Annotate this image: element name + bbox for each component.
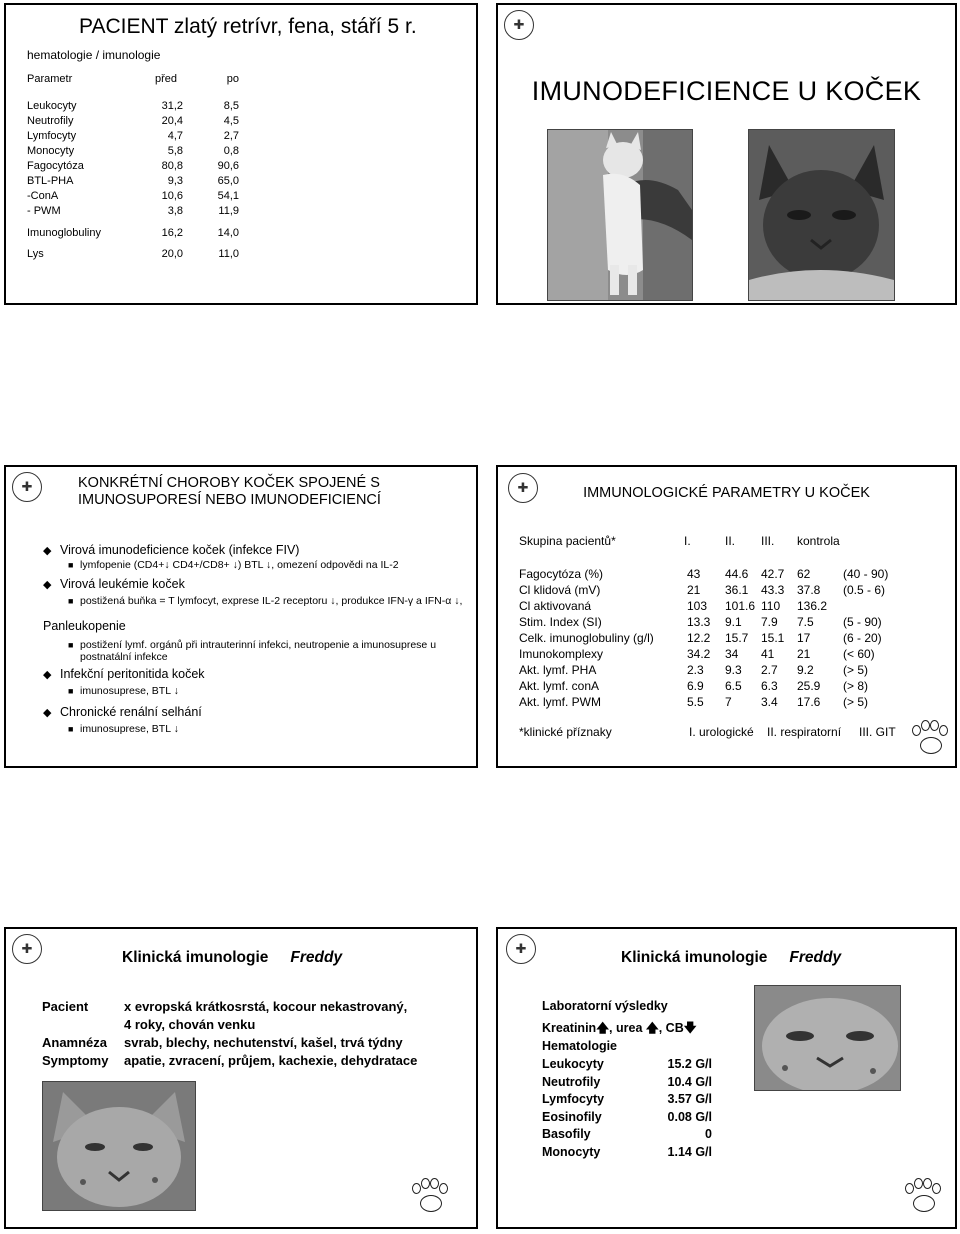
university-logo-icon (506, 934, 536, 964)
university-logo-icon (12, 472, 42, 502)
param-value: 3,8 (167, 205, 183, 217)
slide-title: PACIENT zlatý retrívr, fena, stáří 5 r. (79, 15, 417, 38)
param-value: 4,5 (223, 115, 239, 127)
info-value: svrab, blechy, nechutenství, kašel, trvá týdny (124, 1035, 403, 1050)
lab-value: 0 (705, 1127, 712, 1141)
urea-label: , urea (609, 1021, 646, 1035)
param-name: Celk. imunoglobuliny (g/l) (519, 631, 654, 645)
param-value: 8,5 (223, 100, 239, 112)
param-name: Leukocyty (27, 100, 77, 112)
lab-name: Neutrofily (542, 1074, 601, 1089)
param-value: 7 (725, 695, 732, 709)
slide-patient-hematology (4, 3, 478, 305)
param-value: 7.5 (797, 615, 814, 629)
lab-name: Eosinofily (542, 1109, 602, 1124)
param-value: 17.6 (797, 695, 821, 709)
param-value: 65,0 (217, 175, 239, 187)
param-value: 21 (797, 647, 811, 661)
slide-immunodeficiency-cats (496, 3, 957, 305)
param-value: 11,9 (218, 205, 239, 217)
arrow-down-icon: 🡇 (683, 1021, 697, 1035)
lab-name: Monocyty (542, 1144, 601, 1159)
header-cell: I. (684, 534, 691, 548)
diamond-bullet-icon: ◆ (43, 707, 52, 719)
param-value: (5 - 90) (843, 615, 882, 629)
param-value: 9.3 (725, 663, 742, 677)
param-value: (40 - 90) (843, 567, 889, 581)
param-value: 13.3 (687, 615, 711, 629)
param-name: Akt. lymf. conA (519, 679, 600, 693)
param-name: Stim. Index (SI) (519, 615, 602, 629)
param-value: 20,4 (161, 115, 183, 127)
paw-icon (910, 719, 954, 759)
lab-name: Leukocyty (542, 1057, 604, 1071)
info-value: 4 roky, chován venku (124, 1017, 256, 1032)
lab-name: Lymfocyty (542, 1092, 605, 1106)
param-name: - PWM (27, 205, 61, 217)
param-value: 42.7 (761, 567, 785, 581)
param-value: (0.5 - 6) (843, 583, 886, 597)
slide-diseases (4, 465, 478, 768)
param-value: 43 (687, 567, 701, 581)
param-value: 103 (687, 599, 708, 613)
param-value: (< 60) (843, 647, 875, 661)
lab-value: 1.14 G/l (667, 1144, 712, 1159)
param-value: 2.7 (761, 663, 778, 677)
list-subitem: imunosuprese, BTL ↓ (80, 685, 179, 697)
param-value: 37.8 (797, 583, 821, 597)
sick-cat-face-photo (748, 129, 895, 301)
list-item: Virová imunodeficience koček (infekce FIV) (60, 543, 300, 557)
header-cell: po (226, 73, 239, 85)
title-name: Freddy (290, 949, 343, 966)
param-value: 5.5 (687, 695, 704, 709)
param-value: 54,1 (217, 190, 239, 202)
info-label: Anamnéza (42, 1035, 108, 1050)
param-name: Lymfocyty (27, 130, 77, 142)
diamond-bullet-icon: ◆ (43, 579, 52, 591)
param-name: Monocyty (27, 145, 75, 157)
param-name: Imunokomplexy (519, 647, 604, 661)
lab-row (542, 1057, 722, 1071)
slide-subtitle: hematologie / imunologie (27, 48, 161, 62)
param-value: 0,8 (223, 145, 239, 157)
footer-cell: I. urologické (689, 725, 754, 739)
table-row (27, 205, 287, 219)
param-value: 90,6 (217, 160, 239, 172)
footer-cell: II. respiratorní (767, 725, 842, 739)
cat-freddy-closeup-photo (754, 985, 901, 1091)
param-value: 16,2 (161, 227, 183, 239)
param-value: 136.2 (797, 599, 828, 613)
arrow-up-icon: 🡅 (645, 1021, 659, 1035)
lab-row (542, 1075, 722, 1089)
param-value: (6 - 20) (843, 631, 882, 645)
lab-value: 10.4 G/l (667, 1074, 712, 1089)
param-name: Akt. lymf. PWM (519, 695, 601, 709)
param-name: Imunoglobuliny (27, 227, 101, 239)
param-value: 2.3 (687, 663, 704, 677)
param-value: (> 8) (843, 679, 869, 693)
param-value: 101.6 (725, 599, 756, 613)
list-subitem: lymfopenie (CD4+↓ CD4+/CD8+ ↓) BTL ↓, omezení odpovědi na IL-2 (80, 559, 399, 571)
param-value: 25.9 (797, 679, 821, 693)
param-value: 6.3 (761, 679, 778, 693)
list-subitem: postižení lymf. orgánů při intrauterinní infekci, neutropenie a imunosuprese u postnatální infekce (80, 639, 437, 663)
table-row (27, 190, 287, 204)
paw-icon (410, 1177, 454, 1217)
university-logo-icon (504, 10, 534, 40)
header-cell: Skupina pacientů* (519, 534, 616, 548)
arrow-up-icon: 🡅 (596, 1021, 610, 1035)
header-cell: před (154, 73, 177, 85)
param-value: (> 5) (843, 663, 869, 677)
list-subitem: postižená buňka = T lymfocyt, exprese IL-2 receptoru ↓, produkce IFN-γ a IFN-α ↓, (80, 595, 463, 607)
lab-row (542, 1092, 722, 1106)
table-row (27, 248, 287, 262)
lab-name: Basofily (542, 1127, 591, 1141)
param-value: 80,8 (161, 160, 183, 172)
param-name: BTL-PHA (27, 175, 74, 187)
slide-title (122, 949, 342, 967)
param-value: 44.6 (725, 567, 749, 581)
param-name: Fagocytóza (27, 160, 84, 172)
paw-icon (903, 1177, 947, 1217)
lab-results-heading: Laboratorní výsledky (542, 999, 668, 1013)
param-name: Akt. lymf. PHA (519, 663, 597, 677)
table-row (27, 100, 287, 114)
lab-row (542, 1110, 722, 1124)
param-value: 6.5 (725, 679, 742, 693)
param-value: 43.3 (761, 583, 785, 597)
param-name: Fagocytóza (%) (519, 567, 604, 581)
param-value: 20,0 (161, 248, 183, 260)
footer-cell: III. GIT (859, 725, 896, 739)
param-name: Cl aktivovaná (519, 599, 592, 613)
table-row (27, 145, 287, 159)
info-value: x evropská krátkosrstá, kocour nekastrovaný, (124, 999, 408, 1014)
param-name: Cl klidová (mV) (519, 583, 601, 597)
square-bullet-icon: ■ (68, 596, 74, 606)
lab-value: 15.2 G/l (667, 1057, 712, 1071)
param-value: 9.1 (725, 615, 742, 629)
param-value: 4,7 (167, 130, 183, 142)
param-value: 10,6 (161, 190, 183, 202)
param-value: (> 5) (843, 695, 869, 709)
diamond-bullet-icon: ◆ (43, 545, 52, 557)
param-value: 7.9 (761, 615, 778, 629)
header-cell: Parametr (27, 73, 73, 85)
list-item: Panleukopenie (43, 619, 126, 633)
table-row (27, 160, 287, 174)
slide-immunological-parameters (496, 465, 957, 768)
table-row (27, 227, 287, 241)
info-value: apatie, zvracení, průjem, kachexie, dehydratace (124, 1053, 418, 1068)
param-value: 15.7 (725, 631, 749, 645)
param-value: 21 (687, 583, 701, 597)
table-header (27, 73, 287, 87)
param-value: 110 (761, 599, 781, 613)
param-name: Lys (27, 248, 44, 260)
title-text: Klinická imunologie (122, 949, 269, 966)
info-label: Pacient (42, 999, 89, 1014)
param-value: 2,7 (223, 130, 239, 142)
param-value: 34 (725, 647, 739, 661)
university-logo-icon (12, 934, 42, 964)
square-bullet-icon: ■ (68, 640, 74, 650)
param-value: 34.2 (687, 647, 711, 661)
param-name: -ConA (27, 190, 59, 202)
cb-label: , CB (658, 1021, 684, 1035)
param-value: 12.2 (687, 631, 711, 645)
slide-title: IMMUNOLOGICKÉ PARAMETRY U KOČEK (583, 485, 870, 501)
title-name: Freddy (789, 949, 842, 966)
footer-cell: *klinické příznaky (519, 725, 612, 739)
lab-row (542, 1145, 722, 1159)
param-name: Neutrofily (27, 115, 74, 127)
cat-freddy-photo (42, 1081, 196, 1211)
table-row (27, 115, 287, 129)
slide-freddy-patient (4, 927, 478, 1229)
param-value: 15.1 (761, 631, 785, 645)
kreatinin-line (542, 1019, 697, 1040)
param-value: 3.4 (761, 695, 778, 709)
param-value: 9,3 (167, 175, 183, 187)
param-value: 31,2 (161, 100, 183, 112)
header-cell: III. (761, 534, 775, 548)
square-bullet-icon: ■ (68, 724, 74, 734)
cat-held-photo (547, 129, 693, 301)
hematology-heading: Hematologie (542, 1039, 618, 1053)
slide-title: IMUNODEFICIENCE U KOČEK (531, 76, 922, 106)
info-label: Symptomy (42, 1053, 109, 1068)
param-value: 14,0 (217, 227, 239, 239)
lab-row (542, 1127, 722, 1141)
square-bullet-icon: ■ (68, 560, 74, 570)
title-text: Klinická imunologie (621, 949, 768, 966)
header-cell: II. (725, 534, 736, 548)
param-value: 5,8 (167, 145, 183, 157)
kreatinin-label: Kreatinin (542, 1021, 597, 1035)
list-item: Virová leukémie koček (60, 577, 185, 591)
param-value: 36.1 (725, 583, 749, 597)
slide-title (621, 949, 841, 967)
lab-value: 0.08 G/l (667, 1109, 712, 1124)
table-row (27, 130, 287, 144)
list-subitem: imunosuprese, BTL ↓ (80, 723, 179, 735)
diamond-bullet-icon: ◆ (43, 669, 52, 681)
param-value: 41 (761, 647, 775, 661)
param-value: 9.2 (797, 663, 814, 677)
list-item: Chronické renální selhání (60, 705, 202, 719)
list-item: Infekční peritonitida koček (60, 667, 205, 681)
square-bullet-icon: ■ (68, 686, 74, 696)
header-cell: kontrola (797, 534, 840, 548)
slide-title: KONKRÉTNÍ CHOROBY KOČEK SPOJENÉ S IMUNOSUPORESÍ NEBO IMUNODEFICIENCÍ (78, 475, 381, 508)
param-value: 11,0 (218, 248, 239, 260)
param-value: 62 (797, 567, 811, 581)
table-row (27, 175, 287, 189)
lab-value: 3.57 G/l (667, 1092, 712, 1106)
slide-freddy-lab (496, 927, 957, 1229)
param-value: 17 (797, 631, 811, 645)
param-value: 6.9 (687, 679, 704, 693)
